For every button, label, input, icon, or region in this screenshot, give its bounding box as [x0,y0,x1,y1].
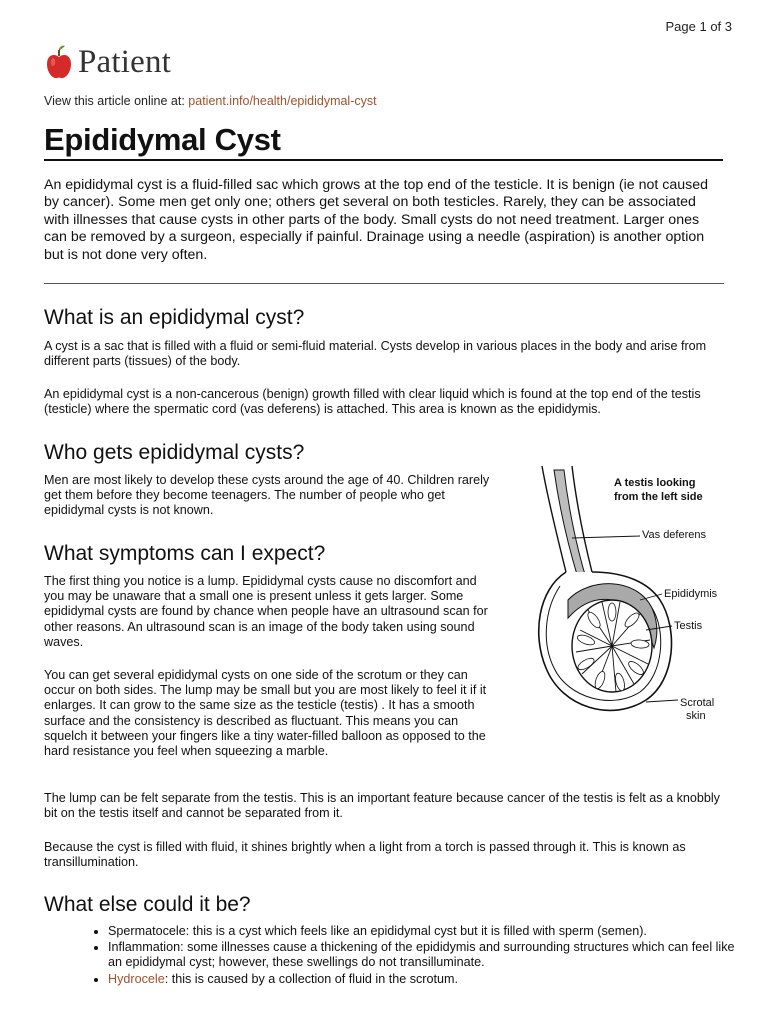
intro-paragraph: An epididymal cyst is a fluid-filled sac which grows at the top end of the testicle. It is benign (ie not caused by cancer). Some men get only one; others get several on both testicles. Rarely, they can be associated with illnesses that cause cysts in other parts of the body. Small cysts do not need treatment. Larger ones can be removed by a surgeon, especially if painful. Drainage using a needle (aspiration) is another option but is not done very often. [44,177,709,263]
article-title: Epididymal Cyst [44,122,723,161]
body-paragraph: The first thing you notice is a lump. Epididymal cysts cause no discomfort and you may be unaware that a small one is present unless it gets larger. Some epididymal cysts are found by chance when people have an ultrasound scan for other reasons. An ultrasound scan is an image of the body taken using sound waves. [44,574,488,649]
body-paragraph: You can get several epididymal cysts on one side of the scrotum or they can occur on both sides. The lump may be small but you are most likely to feel it if it enlarges. It can grow to the same size as the testicle (testis) . It has a smooth surface and the consistency is described as fluctuant. This means you can squelch it between your fingers like a tiny water-filled balloon as opposed to the hard resistance you feel when squeezing a marble. [44,668,487,759]
section-heading: What symptoms can I expect? [44,542,326,565]
divider [44,283,724,284]
body-paragraph: A cyst is a sac that is filled with a fluid or semi-fluid material. Cysts develop in various places in the body and arise from different parts (tissues) of the body. [44,339,707,369]
body-paragraph: Men are most likely to develop these cysts around the age of 40. Children rarely get them before they become teenagers. The number of people who get epididymal cysts is not known. [44,473,490,518]
label-scrotal-skin-line: skin [686,710,706,722]
label-testis: Testis [674,620,703,632]
patient-logo[interactable] [44,44,171,81]
figure-caption-line: from the left side [614,491,703,503]
testis-diagram [528,460,752,726]
online-prefix: View this article online at: [44,94,189,108]
page-indicator: Page 1 of 3 [665,19,732,34]
online-link-line [44,94,377,108]
article-url-link[interactable]: patient.info/health/epididymal-cyst [188,94,377,108]
section-heading: Who gets epididymal cysts? [44,441,305,464]
list-item [108,972,748,987]
logo-text: Patient [78,44,172,80]
section-heading: What is an epididymal cyst? [44,306,305,329]
differential-list [84,924,748,988]
label-scrotal-skin-line: Scrotal [680,697,715,709]
label-vas-deferens: Vas deferens [642,529,707,541]
apple-icon [44,45,74,81]
figure-caption-line: A testis looking [614,477,696,489]
body-paragraph: An epididymal cyst is a non-cancerous (benign) growth filled with clear liquid which is found at the top end of the testis (testicle) where the spermatic cord (vas deferens) is attached. This area is known as the epididymis. [44,387,701,417]
section-heading: What else could it be? [44,893,251,916]
body-paragraph: Because the cyst is filled with fluid, it shines brightly when a light from a torch is passed through it. This is known as transillumination. [44,840,686,870]
list-item: • Spermatocele: this is a cyst which feels like an epididymal cyst but it is filled with sperm (semen). [108,924,748,939]
label-epididymis: Epididymis [664,588,718,600]
hydrocele-link[interactable]: Hydrocele [108,971,165,986]
list-item: • Inflammation: some illnesses cause a thickening of the epididymis and surrounding structures which can feel like an epididymal cyst; however, these swellings do not transilluminate. [108,940,748,970]
body-paragraph: The lump can be felt separate from the testis. This is an important feature because cancer of the testis is felt as a knobbly bit on the testis itself and cannot be separated from it. [44,791,720,821]
list-item-text: : this is caused by a collection of fluid in the scrotum. [164,971,458,986]
